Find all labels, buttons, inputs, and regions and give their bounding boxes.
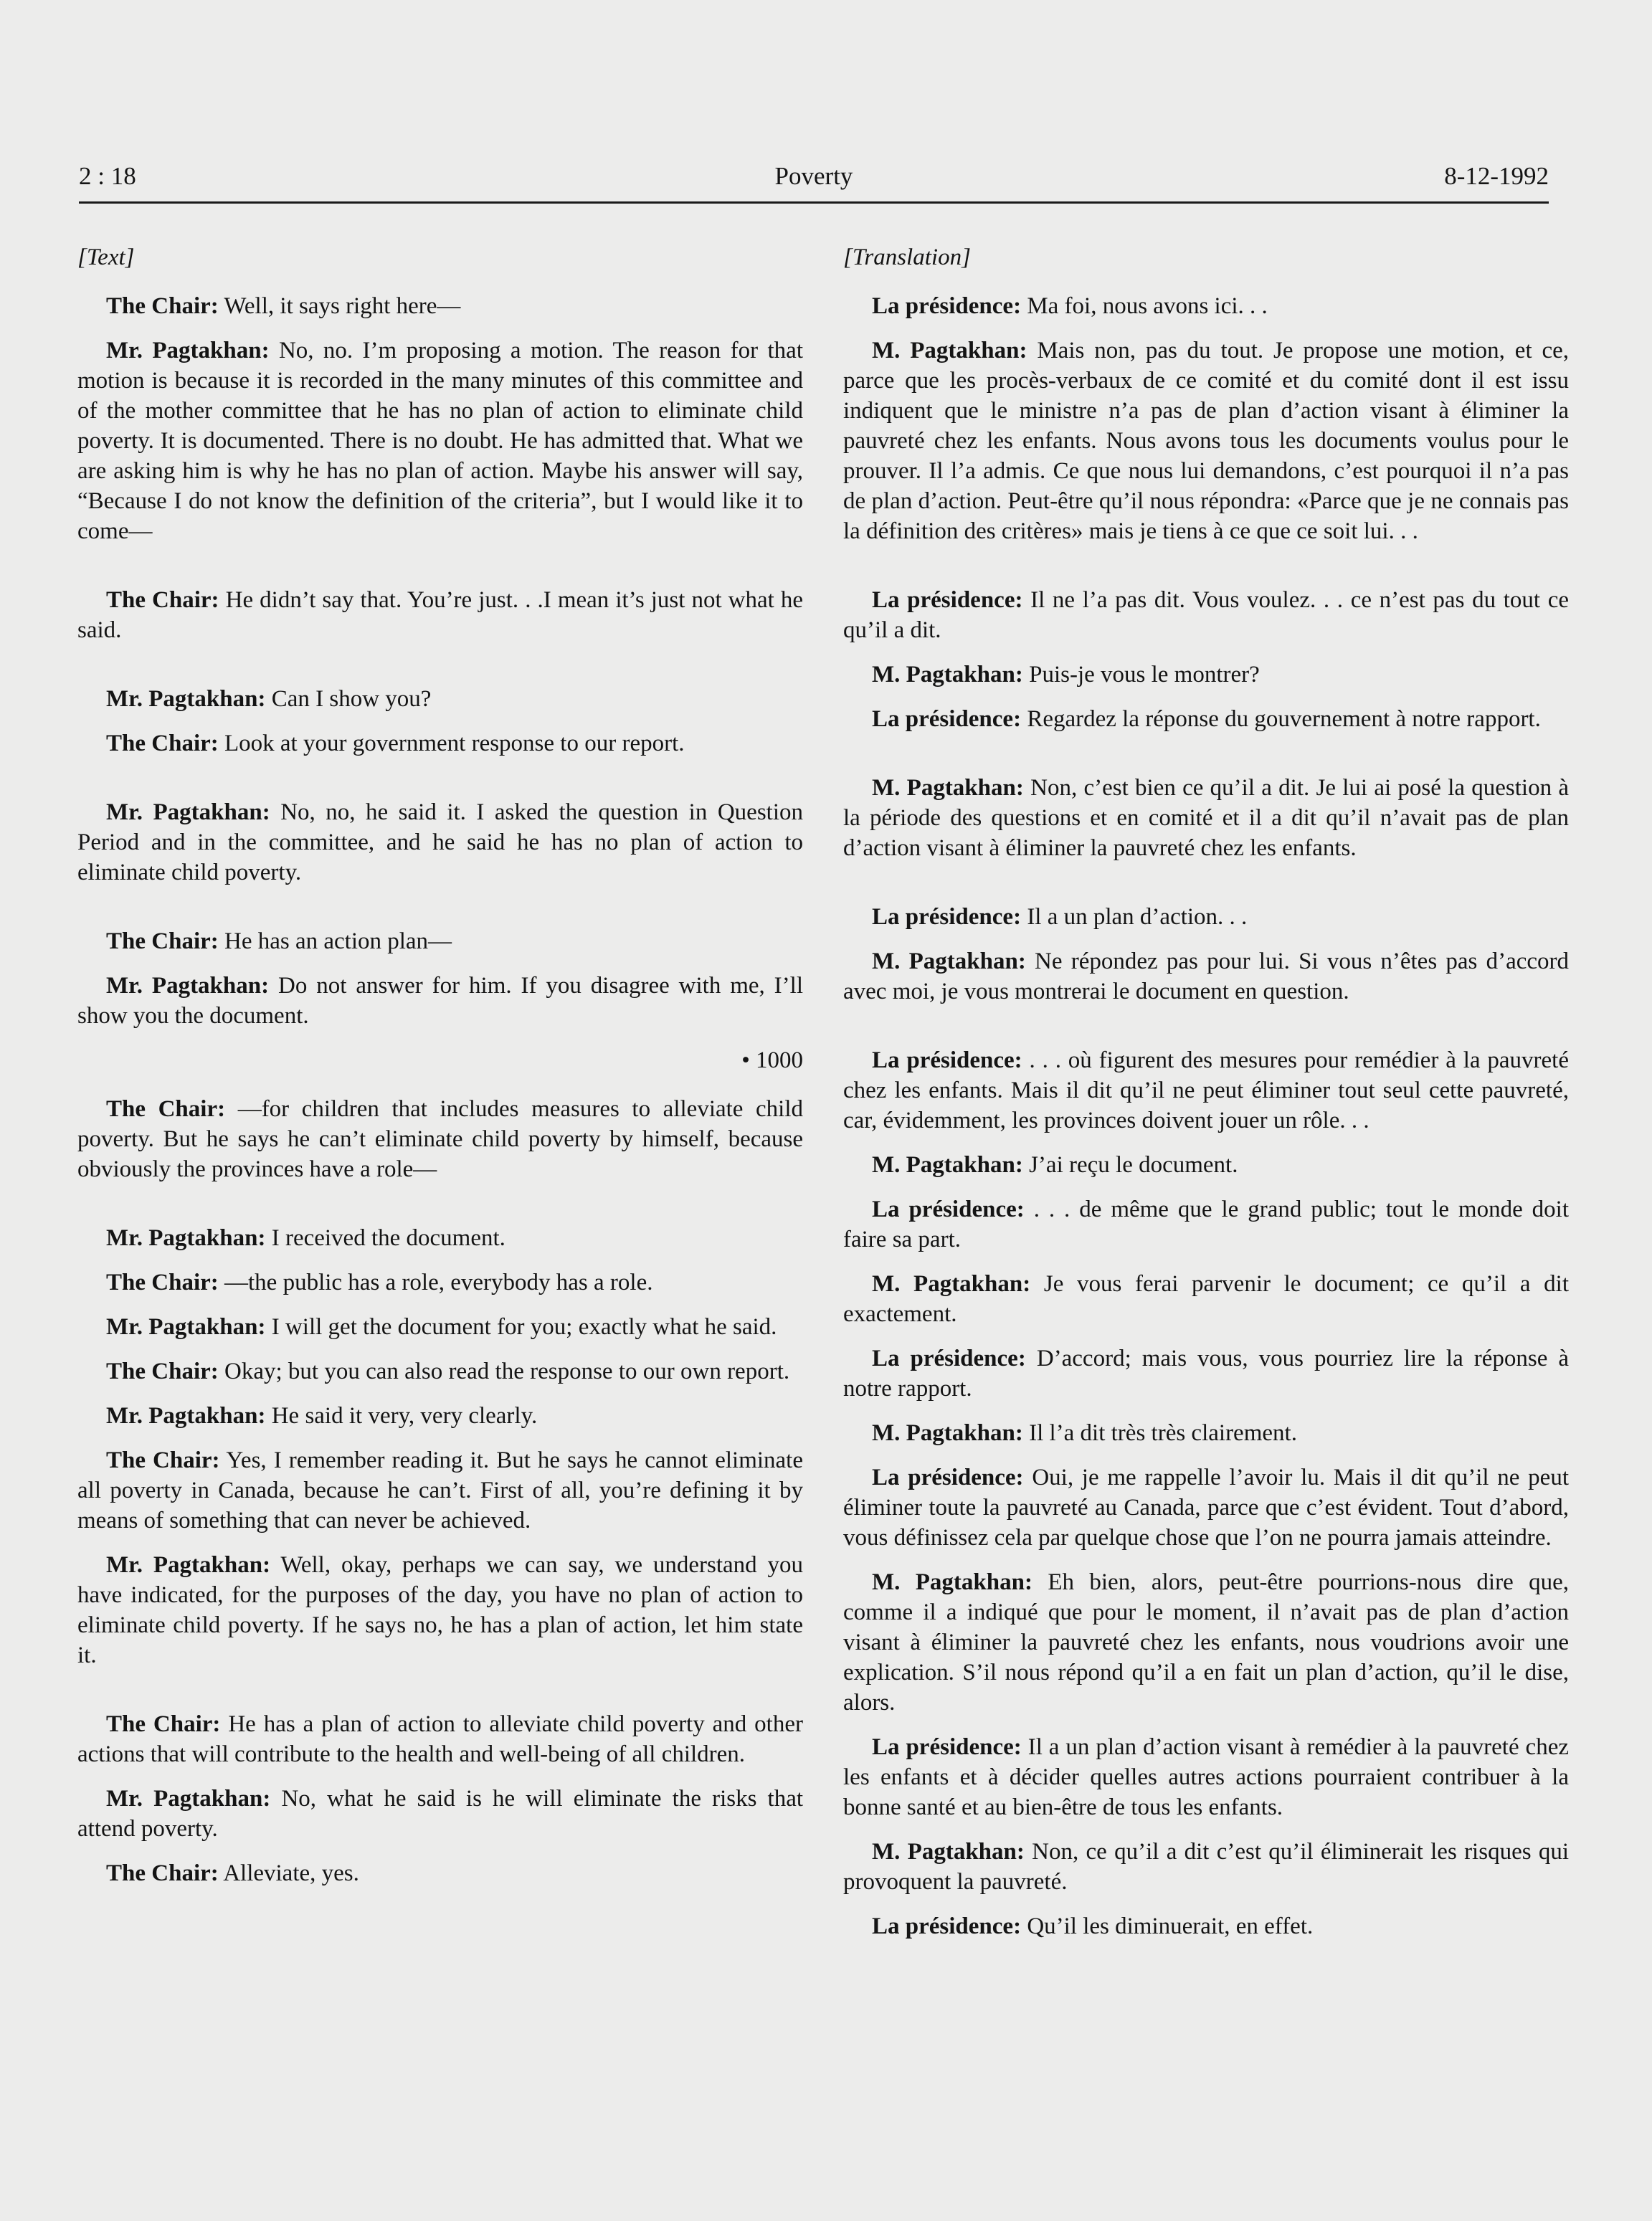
transcript-entry [77,291,803,321]
speaker-name: The Chair: [106,1711,221,1737]
speaker-name: Mr. Pagtakhan: [106,799,270,825]
transcript-entry [843,704,1569,734]
transcript-entry [843,946,1569,1007]
speech-text: He didn’t say that. You’re just. . .I mean it’s just not what he said. [77,587,804,643]
speech-text: Eh bien, alors, peut-être pourrions-nous dire que, comme il a indiqué que pour le moment, il n’avait pas de plan d’action visant à éliminer la pauvreté chez les enfants, nous voudrions avoir une explication. S’il nous répond qu’il a en fait un plan d’action, qu’il le dise, alors. [843,1569,1569,1716]
speaker-name: The Chair: [106,1096,226,1122]
speaker-name: La présidence: [872,1047,1022,1073]
speech-text: Alleviate, yes. [223,1860,359,1886]
speaker-name: M. Pagtakhan: [872,1271,1031,1297]
transcript-entry [77,684,803,714]
transcript-entry [843,291,1569,321]
page-title: Poverty [774,162,853,190]
speech-text: Yes, I remember reading it. But he says he cannot eliminate all poverty in Canada, because he can’t. First of all, you’re defining it by means of something that can never be achieved. [77,1447,804,1533]
speaker-name: The Chair: [106,587,219,613]
speaker-name: Mr. Pagtakhan: [106,1225,266,1251]
speaker-name: La présidence: [872,1913,1022,1939]
speaker-name: M. Pagtakhan: [872,1152,1023,1178]
speaker-name: M. Pagtakhan: [872,1569,1032,1595]
speech-text: Well, it says right here— [224,293,461,319]
transcript-entry [843,660,1569,690]
transcript-entry [843,1418,1569,1448]
speech-text: J’ai reçu le document. [1029,1152,1238,1178]
speaker-name: La présidence: [872,706,1022,732]
speaker-name: La présidence: [872,587,1023,613]
transcript-entry [843,336,1569,546]
page-date: 8-12-1992 [1444,162,1549,190]
transcript-entry [77,336,803,546]
transcript-entry [77,585,803,645]
transcript-entry [77,1550,803,1670]
transcript-entry [77,728,803,758]
speaker-name: The Chair: [106,293,219,319]
transcript-entry [77,1858,803,1888]
speech-text: D’accord; mais vous, vous pourriez lire la réponse à notre rapport. [843,1346,1569,1402]
speech-text: Non, c’est bien ce qu’il a dit. Je lui ai posé la question à la période des questions et en comité et il a dit qu’il n’avait pas de plan d’action visant à éliminer la pauvreté chez les enfants. [843,775,1570,861]
transcript-entry [843,585,1569,645]
column-tag: [Translation] [843,244,971,270]
page-number: 2 : 18 [79,162,136,190]
speech-text: He said it very, very clearly. [271,1403,538,1429]
transcript-entry [77,797,803,888]
speech-text: Regardez la réponse du gouvernement à notre rapport. [1027,706,1541,732]
speech-text: Okay; but you can also read the response to our own report. [224,1359,790,1384]
transcript-entry [843,773,1569,863]
transcript-entry [843,1911,1569,1941]
speaker-name: Mr. Pagtakhan: [106,1552,271,1578]
speech-text: Il l’a dit très très clairement. [1029,1420,1297,1446]
speaker-name: Mr. Pagtakhan: [106,973,270,999]
speaker-name: La présidence: [872,1734,1022,1760]
transcript-entry [843,1045,1569,1136]
speech-text: Ma foi, nous avons ici. . . [1027,293,1268,319]
speech-text: Oui, je me rappelle l’avoir lu. Mais il dit qu’il ne peut éliminer toute la pauvreté au Canada, parce que c’est évident. Tout d’abord, vous définissez cela par quelque chose que l’on ne pourra jamais atteindre. [843,1465,1570,1551]
transcript-entry [77,1268,803,1298]
transcript-entry [77,971,803,1031]
transcript-entry [77,1445,803,1536]
speech-text: No, no. I’m proposing a motion. The reason for that motion is because it is recorded in the many minutes of this committee and of the mother committee that he has no plan of action to eliminate child poverty. It is documented. There is no doubt. He has admitted that. What we are asking him is why he has no plan of action. Maybe his answer will say, “Because I do not know the definition of the criteria”, but I would like it to come— [77,338,803,544]
speech-text: Well, okay, perhaps we can say, we understand you have indicated, for the purposes of the day, you have no plan of action to eliminate child poverty. If he says no, he has a plan of action, let him state it. [77,1552,803,1668]
speaker-name: M. Pagtakhan: [872,1839,1025,1865]
speech-text: Can I show you? [271,686,432,712]
speaker-name: Mr. Pagtakhan: [106,1786,271,1812]
speaker-name: La présidence: [872,293,1022,319]
speaker-name: Mr. Pagtakhan: [106,686,266,712]
transcript-entry [843,1837,1569,1897]
transcript-entry [77,1401,803,1431]
time-marker: • 1000 [741,1047,803,1073]
english-column [77,242,803,1903]
transcript-entry [77,1223,803,1253]
transcript-entry [843,1269,1569,1329]
speech-text: No, no, he said it. I asked the question in Question Period and in the committee, and he said he has no plan of action to eliminate child poverty. [77,799,803,885]
transcript-entry [77,1784,803,1844]
speaker-name: The Chair: [106,928,219,954]
transcript-entry [77,1312,803,1342]
speech-text: —the public has a role, everybody has a role. [224,1270,653,1295]
transcript-entry [77,1094,803,1184]
speech-text: Puis-je vous le montrer? [1029,662,1260,688]
transcript-entry [77,1356,803,1387]
speaker-name: The Chair: [106,1359,219,1384]
speech-text: I will get the document for you; exactly what he said. [271,1314,777,1340]
speaker-name: The Chair: [106,1860,219,1886]
transcript-entry [843,1150,1569,1180]
speech-text: He has an action plan— [224,928,452,954]
speech-text: —for children that includes measures to alleviate child poverty. But he says he can’t eliminate child poverty by himself, because obviously the provinces have a role— [77,1096,804,1182]
speaker-name: Mr. Pagtakhan: [106,1403,266,1429]
transcript-entry [843,1567,1569,1718]
speaker-name: M. Pagtakhan: [872,775,1024,801]
transcript-entry [843,1732,1569,1822]
speech-text: . . . de même que le grand public; tout le monde doit faire sa part. [843,1197,1569,1252]
speaker-name: M. Pagtakhan: [872,662,1023,688]
speaker-name: The Chair: [106,1447,220,1473]
speech-text: Ne répondez pas pour lui. Si vous n’êtes pas d’accord avec moi, je vous montrerai le document en question. [843,948,1570,1004]
page-header [79,162,1549,191]
speech-text: Il ne l’a pas dit. Vous voulez. . . ce n’est pas du tout ce qu’il a dit. [843,587,1569,643]
speech-text: Je vous ferai parvenir le document; ce qu’il a dit exactement. [843,1271,1570,1327]
speaker-name: La présidence: [872,1197,1025,1222]
speech-text: Il a un plan d’action visant à remédier à la pauvreté chez les enfants et à décider quelles autres actions pourraient contribuer à la bonne santé et au bien-être de tous les enfants. [843,1734,1570,1820]
transcript-entry [77,926,803,956]
column-tag: [Text] [77,244,135,270]
speech-text: Non, ce qu’il a dit c’est qu’il éliminerait les risques qui provoquent la pauvreté. [843,1839,1570,1895]
speaker-name: M. Pagtakhan: [872,1420,1023,1446]
speaker-name: M. Pagtakhan: [872,948,1026,974]
transcript-entry [843,1194,1569,1255]
speaker-name: La présidence: [872,1465,1024,1490]
speech-text: Do not answer for him. If you disagree with me, I’ll show you the document. [77,973,803,1029]
french-column [843,242,1569,1956]
speech-text: Qu’il les diminuerait, en effet. [1027,1913,1314,1939]
speech-text: He has a plan of action to alleviate child poverty and other actions that will contribute to the health and well-being of all children. [77,1711,803,1767]
speaker-name: M. Pagtakhan: [872,338,1027,363]
speaker-name: Mr. Pagtakhan: [106,338,270,363]
speech-text: I received the document. [271,1225,505,1251]
header-rule [79,201,1549,204]
speaker-name: La présidence: [872,904,1022,930]
speech-text: No, what he said is he will eliminate the risks that attend poverty. [77,1786,804,1842]
transcript-entry [843,1463,1569,1553]
speaker-name: The Chair: [106,1270,219,1295]
speaker-name: The Chair: [106,731,219,756]
speech-text: Look at your government response to our report. [224,731,685,756]
speaker-name: La présidence: [872,1346,1026,1371]
speaker-name: Mr. Pagtakhan: [106,1314,266,1340]
speech-text: Il a un plan d’action. . . [1027,904,1248,930]
transcript-entry [77,1709,803,1769]
speech-text: Mais non, pas du tout. Je propose une motion, et ce, parce que les procès-verbaux de ce comité et du comité dont il est issu indiquent que le ministre n’a pas de plan d’action visant à éliminer la pauvreté chez les enfants. Nous avons tous les documents voulus pour le prouver. Il l’a admis. Ce que nous lui demandons, c’est pourquoi il n’a pas de plan d’action. Peut-être qu’il nous répondra: «Parce que je ne connais pas la définition des critères» mais je tiens à ce que ce soit lui. . . [843,338,1570,544]
transcript-entry [843,902,1569,932]
transcript-entry [843,1343,1569,1404]
speech-text: . . . où figurent des mesures pour remédier à la pauvreté chez les enfants. Mais il dit qu’il ne peut éliminer tout seul cette pauvreté, car, évidemment, les provinces doivent jouer un rôle. . . [843,1047,1569,1133]
